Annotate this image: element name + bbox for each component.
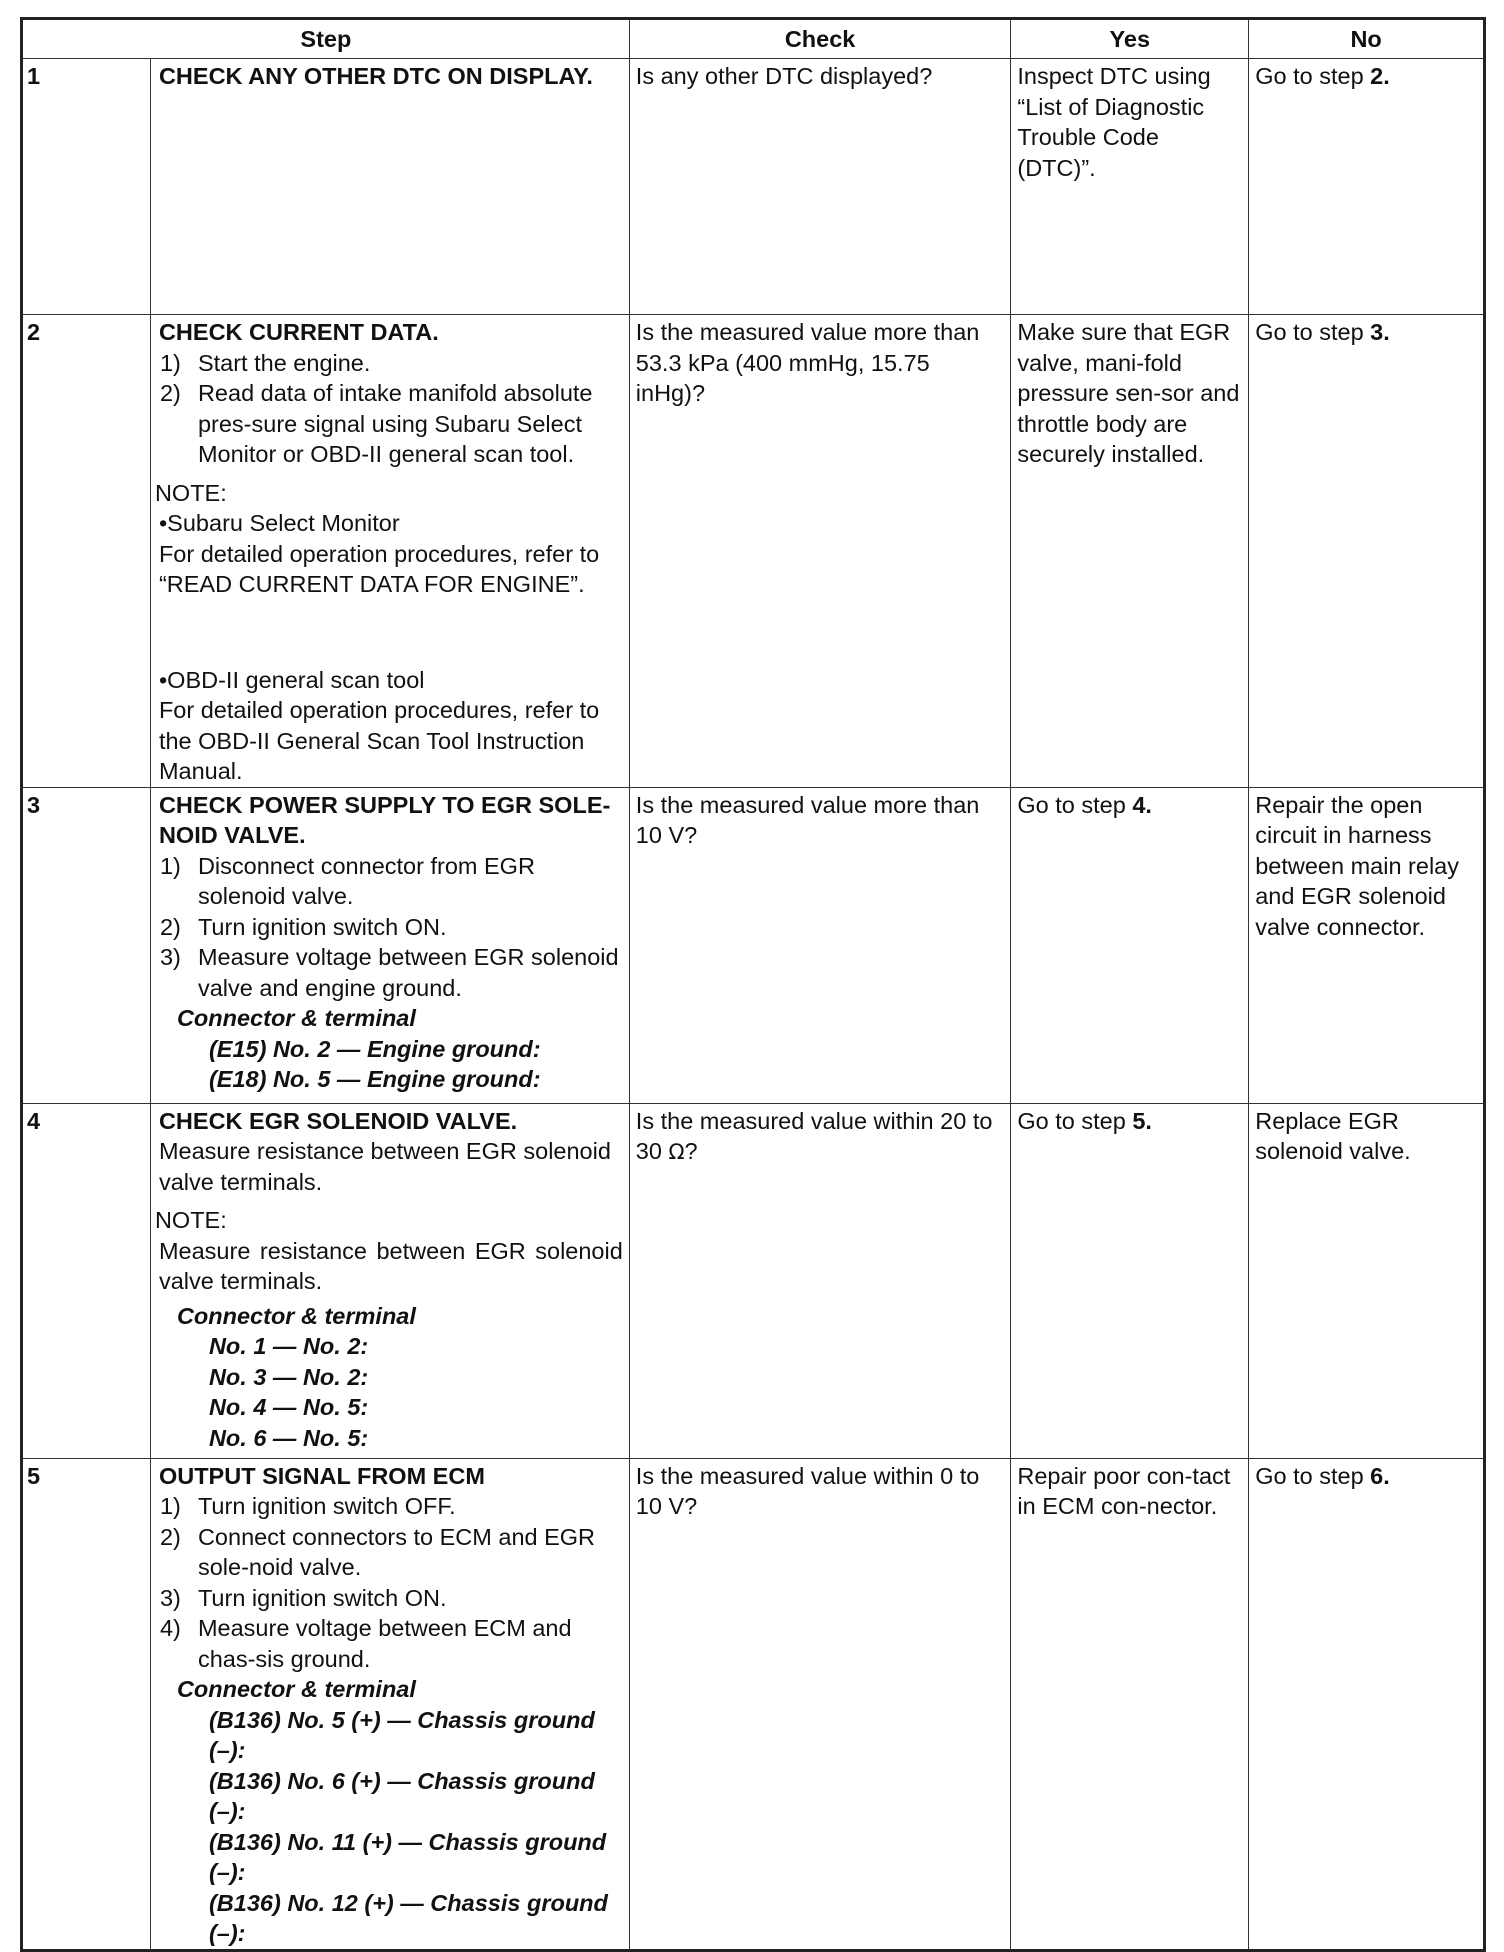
substep: 3) Turn ignition switch ON.	[159, 1584, 447, 1611]
step-number: 2	[22, 315, 151, 788]
step-number: 4	[22, 1103, 151, 1458]
connector-terminal-label: Connector & terminal	[176, 1302, 416, 1329]
header-yes: Yes	[1011, 19, 1249, 59]
substep: 1) Turn ignition switch OFF.	[159, 1493, 456, 1519]
header-step: Step	[22, 19, 630, 59]
header-no: No	[1249, 19, 1485, 59]
connector-terminal-item: (E15) No. 2 — Engine ground:	[208, 1035, 541, 1062]
check-text: Is the measured value within 20 to 30	[635, 1107, 993, 1164]
connector-terminal-item: (B136) No. 12 (+) — Chassis ground (–):	[208, 1889, 608, 1946]
step-title: CHECK POWER SUPPLY TO EGR SOLE-NOID VALVE.	[158, 791, 611, 848]
connector-terminal-label: Connector & terminal	[176, 1676, 416, 1702]
check-cell	[629, 1103, 1011, 1458]
substep-list	[159, 851, 623, 1004]
check-cell: Is the measured value more than 53.3 kPa (400 mmHg, 15.75 inHg)?	[629, 315, 1011, 788]
yes-cell	[1011, 787, 1249, 1103]
connector-terminal-item: (B136) No. 6 (+) — Chassis ground (–):	[208, 1767, 595, 1824]
note-ssm-text: For detailed operation procedures, refer to “READ CURRENT DATA FOR ENGINE”.	[158, 540, 600, 597]
note-obd-heading: •OBD-II general scan tool	[158, 666, 425, 693]
no-cell: Replace EGR solenoid valve.	[1249, 1103, 1485, 1458]
no-cell	[1249, 1458, 1485, 1950]
substep-list	[159, 348, 623, 470]
yes-text: Go to step	[1017, 791, 1133, 818]
step-number: 5	[22, 1458, 151, 1950]
table-row-step-5	[22, 1458, 1485, 1950]
yes-cell	[1011, 1103, 1249, 1458]
connector-terminal-item: (E18) No. 5 — Engine ground:	[208, 1066, 541, 1092]
substep: 1) Start the engine.	[159, 349, 371, 376]
step-number: 1	[22, 59, 151, 315]
table-row-step-1	[22, 59, 1485, 315]
step-content	[150, 787, 629, 1103]
connector-terminal-item: (B136) No. 5 (+) — Chassis ground (–):	[208, 1706, 595, 1763]
yes-text: Go to step	[1017, 1107, 1133, 1134]
note-label: NOTE:	[154, 479, 227, 506]
step-content	[150, 315, 629, 788]
no-cell	[1249, 59, 1485, 315]
connector-terminal-item: No. 4 — No. 5:	[208, 1394, 369, 1420]
step-title: CHECK EGR SOLENOID VALVE.	[158, 1107, 518, 1134]
connector-terminal-item: No. 1 — No. 2:	[208, 1333, 369, 1359]
yes-cell: Repair poor con-tact in ECM con-nector.	[1011, 1458, 1249, 1950]
connector-terminal-item: (B136) No. 11 (+) — Chassis ground (–):	[208, 1828, 607, 1885]
table-row-step-4	[22, 1103, 1485, 1458]
connector-terminal-label: Connector & terminal	[176, 1005, 416, 1031]
note-ssm-heading: •Subaru Select Monitor	[158, 510, 400, 536]
header-row	[22, 19, 1485, 59]
substep: 1) Disconnect connector from EGR solenoid valve.	[159, 852, 535, 909]
substep: 2) Turn ignition switch ON.	[159, 913, 447, 940]
header-check: Check	[629, 19, 1011, 59]
step-content	[150, 1103, 629, 1458]
note-text: Measure resistance between EGR solenoid valve terminals.	[158, 1237, 623, 1294]
note-label: NOTE:	[154, 1207, 227, 1233]
note-obd-text: For detailed operation procedures, refer to the OBD-II General Scan Tool Instruction Manual.	[158, 697, 600, 784]
check-cell: Is the measured value more than 10 V?	[629, 787, 1011, 1103]
no-text: Go to step	[1255, 319, 1371, 345]
table-row-step-3	[22, 787, 1485, 1103]
no-step-ref: 3.	[1370, 319, 1390, 345]
substep-list	[159, 1491, 623, 1674]
no-text: Go to step	[1255, 1462, 1371, 1489]
substep: 3) Measure voltage between EGR solenoid valve and engine ground.	[159, 944, 619, 1001]
connector-terminal-item: No. 6 — No. 5:	[208, 1424, 369, 1451]
no-cell	[1249, 315, 1485, 788]
step-number: 3	[22, 787, 151, 1103]
diagnostic-table	[20, 17, 1486, 1952]
ohm-symbol: Ω	[668, 1140, 685, 1164]
substep: 4) Measure voltage between ECM and chas-sis ground.	[159, 1615, 572, 1672]
note-block	[155, 478, 623, 787]
yes-step-ref: 5.	[1132, 1107, 1152, 1134]
yes-cell: Inspect DTC using “List of Diagnostic Trouble Code (DTC)”.	[1011, 59, 1249, 315]
yes-step-ref: 4.	[1132, 791, 1152, 818]
substep: 2) Connect connectors to ECM and EGR sole-noid valve.	[159, 1523, 596, 1580]
no-text: Go to step	[1255, 63, 1371, 89]
no-cell: Repair the open circuit in harness between main relay and EGR solenoid valve connector.	[1249, 787, 1485, 1103]
step-description: Measure resistance between EGR solenoid valve terminals.	[158, 1138, 611, 1195]
no-step-ref: 6.	[1370, 1462, 1390, 1489]
step-title: CHECK ANY OTHER DTC ON DISPLAY.	[158, 63, 593, 89]
yes-cell: Make sure that EGR valve, mani-fold pressure sen-sor and throttle body are securely installed.	[1011, 315, 1249, 788]
step-title: OUTPUT SIGNAL FROM ECM	[158, 1462, 485, 1489]
note-block	[155, 1205, 623, 1297]
check-cell: Is the measured value within 0 to 10 V?	[629, 1458, 1011, 1950]
step-content	[150, 59, 629, 315]
no-step-ref: 2.	[1370, 63, 1390, 89]
table-row-step-2	[22, 315, 1485, 788]
step-content	[150, 1458, 629, 1950]
step-title: CHECK CURRENT DATA.	[158, 319, 439, 345]
check-suffix: ?	[684, 1138, 698, 1164]
substep: 2) Read data of intake manifold absolute pres-sure signal using Subaru Select Monitor or OBD-II general scan tool.	[159, 380, 593, 467]
connector-terminal-item: No. 3 — No. 2:	[208, 1363, 369, 1390]
check-cell: Is any other DTC displayed?	[629, 59, 1011, 315]
